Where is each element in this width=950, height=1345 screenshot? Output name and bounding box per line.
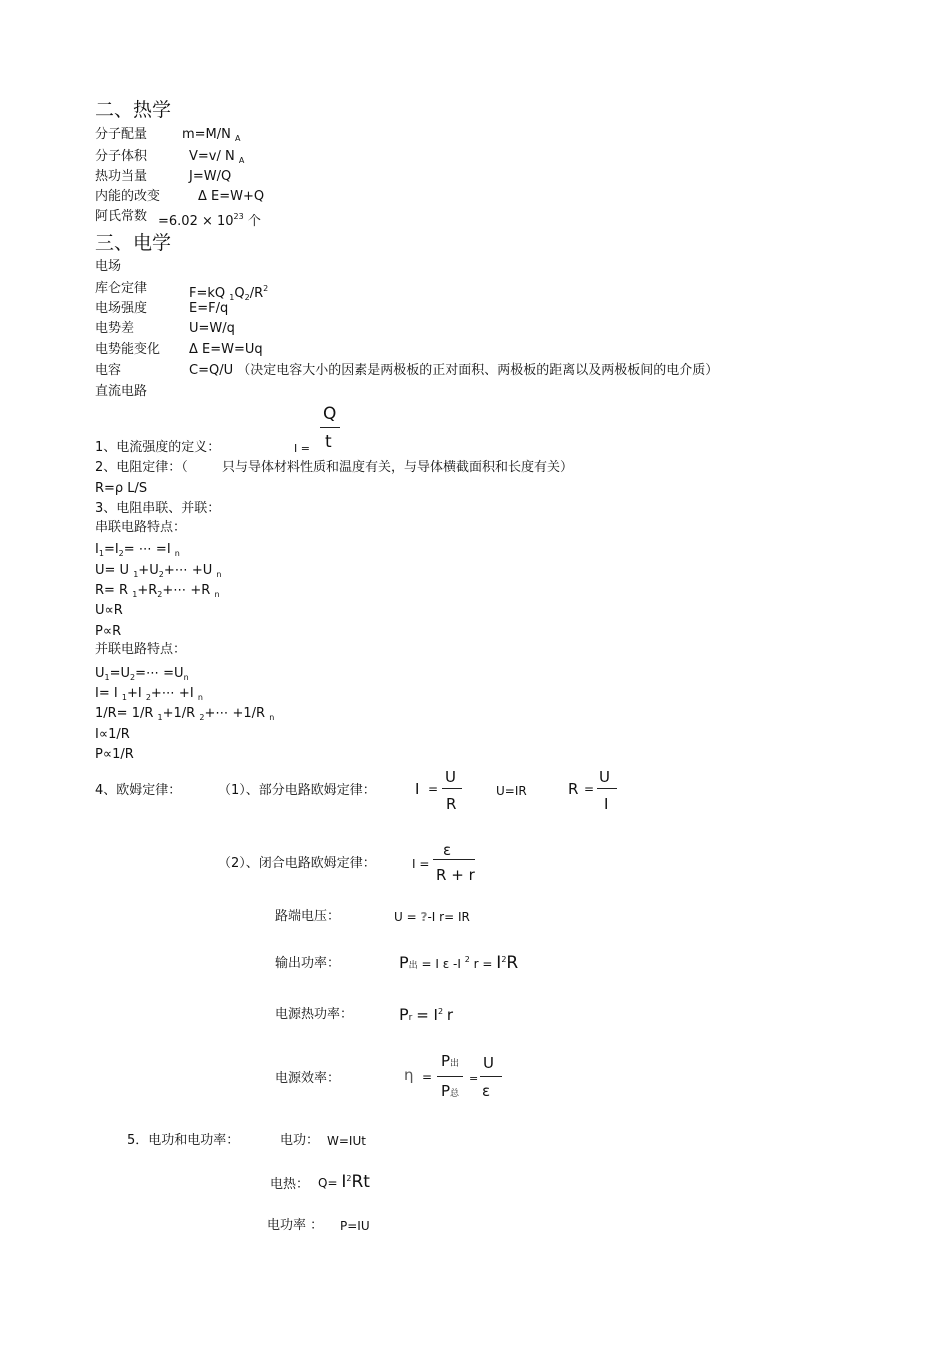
item-label: 3、电阻串联、并联： xyxy=(95,501,221,516)
fraction-denominator: t xyxy=(325,432,332,452)
formula: P出 = I ε -I $^2$ $r = I^2R$ xyxy=(399,953,519,973)
row-label: 输出功率： xyxy=(275,956,341,971)
row-label: 电容 xyxy=(95,363,122,378)
fraction-denominator: I xyxy=(604,795,609,813)
fraction-numerator: U xyxy=(599,768,610,786)
row-label: 内能的改变 xyxy=(95,189,161,204)
formula-lhs: I = xyxy=(294,442,310,455)
fraction-numerator: ε xyxy=(443,841,452,859)
formula: W=IUt xyxy=(327,1134,366,1148)
formula: P=IU xyxy=(340,1219,370,1233)
fraction-numerator: Q xyxy=(323,404,337,424)
sub-item-label: （2）、闭合电路欧姆定律： xyxy=(218,856,376,871)
row-label: 分子配量 xyxy=(95,127,148,142)
formula: $Q= I^2Rt$ xyxy=(318,1172,370,1192)
fraction-numerator: P出 xyxy=(441,1052,460,1070)
formula: U=IR xyxy=(496,784,527,798)
section-heading-electricity: 三、电学 xyxy=(95,232,172,254)
formula: $I_1=I_2=$ ⋯ =I $_n$ xyxy=(95,542,180,558)
row-label: 电功： xyxy=(280,1133,320,1148)
formula: I= I $_1$+I $_2$+⋯ +I $_n$ xyxy=(95,686,203,702)
row-label: 电场强度 xyxy=(95,301,148,316)
formula: m=M/N $_A$ xyxy=(182,127,241,143)
row-label: 电势差 xyxy=(95,321,135,336)
formula: Δ E=W=Uq xyxy=(189,342,263,357)
eta-symbol: η xyxy=(404,1066,414,1084)
row-label: 电源热功率： xyxy=(275,1007,354,1022)
section-heading-thermodynamics: 二、热学 xyxy=(95,99,172,121)
fraction-numerator: U xyxy=(483,1054,494,1072)
fraction-denominator: P总 xyxy=(441,1082,460,1100)
fraction-bar xyxy=(480,1076,502,1077)
row-label: 电热： xyxy=(270,1177,310,1192)
item-label: 2、电阻定律：（ xyxy=(95,460,188,475)
formula: I∝1/R xyxy=(95,727,130,742)
formula: R=ρ L/S xyxy=(95,481,148,496)
fraction-numerator: U xyxy=(445,768,456,786)
formula: $=6.02 \times 10^{23}$ 个 xyxy=(158,212,261,229)
equals-sign: = xyxy=(428,782,439,796)
row-label: 热功当量 xyxy=(95,169,148,184)
row-label: 分子体积 xyxy=(95,149,148,164)
equals-sign: = xyxy=(469,1072,479,1085)
formula: U= U $_1+U_2+\cdots +U$ $_n$ xyxy=(95,563,222,579)
equals-sign: = xyxy=(584,782,595,796)
row-label: 电功率 ： xyxy=(267,1218,324,1233)
formula-lhs: I xyxy=(415,780,420,798)
row-label: 阿氏常数 xyxy=(95,209,148,224)
item-label: 5．电功和电功率： xyxy=(127,1133,240,1148)
fraction-bar xyxy=(597,788,617,789)
formula-lhs: I = xyxy=(412,857,430,871)
fraction-bar xyxy=(433,859,475,860)
formula: F=kQ $_1Q_2/R^2$ xyxy=(189,284,269,302)
subsection-title: 电场 xyxy=(95,259,122,274)
fraction-denominator: R + r xyxy=(436,866,475,884)
formula: U=W/q xyxy=(189,321,235,336)
subsection-title: 串联电路特点： xyxy=(95,520,187,535)
row-label: 电势能变化 xyxy=(95,342,161,357)
note: 只与导体材料性质和温度有关，与导体横截面积和长度有关） xyxy=(222,460,574,475)
fraction-bar xyxy=(437,1076,463,1077)
item-label: 4、欧姆定律： xyxy=(95,783,182,798)
formula: $Pr = I^2$ r xyxy=(399,1005,454,1024)
formula: Δ E=W+Q xyxy=(198,189,265,204)
row-label: 库仑定律 xyxy=(95,281,148,296)
formula: U = ?-I r= IR xyxy=(394,910,470,924)
sub-item-label: （1）、部分电路欧姆定律： xyxy=(218,783,376,798)
formula: V=v/ N $_A$ xyxy=(189,149,245,165)
fraction-bar xyxy=(442,788,462,789)
formula: P∝1/R xyxy=(95,747,134,762)
formula: R= R $_1+R_2+\cdots +R$ $_n$ xyxy=(95,583,220,599)
formula: $U_1=U_2=\cdots =U_n$ xyxy=(95,666,189,682)
formula: C=Q/U （决定电容大小的因素是两极板的正对面积、两极板的距离以及两极板间的电介质） xyxy=(189,363,719,378)
subsection-title: 并联电路特点： xyxy=(95,642,187,657)
formula: 1/R= 1/R $_1$+1/R $_2$+⋯ +1/R $_n$ xyxy=(95,706,275,722)
row-label: 电源效率： xyxy=(275,1071,341,1086)
formula: U∝R xyxy=(95,603,123,618)
fraction-denominator: R xyxy=(446,795,457,813)
equals-sign: = xyxy=(422,1070,433,1084)
subsection-title: 直流电路 xyxy=(95,384,148,399)
formula-lhs: R xyxy=(568,780,579,798)
formula: P∝R xyxy=(95,624,122,639)
formula: E=F/q xyxy=(189,301,229,316)
item-label: 1、电流强度的定义： xyxy=(95,440,221,455)
formula: J=W/Q xyxy=(189,169,232,184)
fraction-denominator: ε xyxy=(482,1082,491,1100)
fraction-bar xyxy=(320,427,340,428)
row-label: 路端电压： xyxy=(275,909,341,924)
